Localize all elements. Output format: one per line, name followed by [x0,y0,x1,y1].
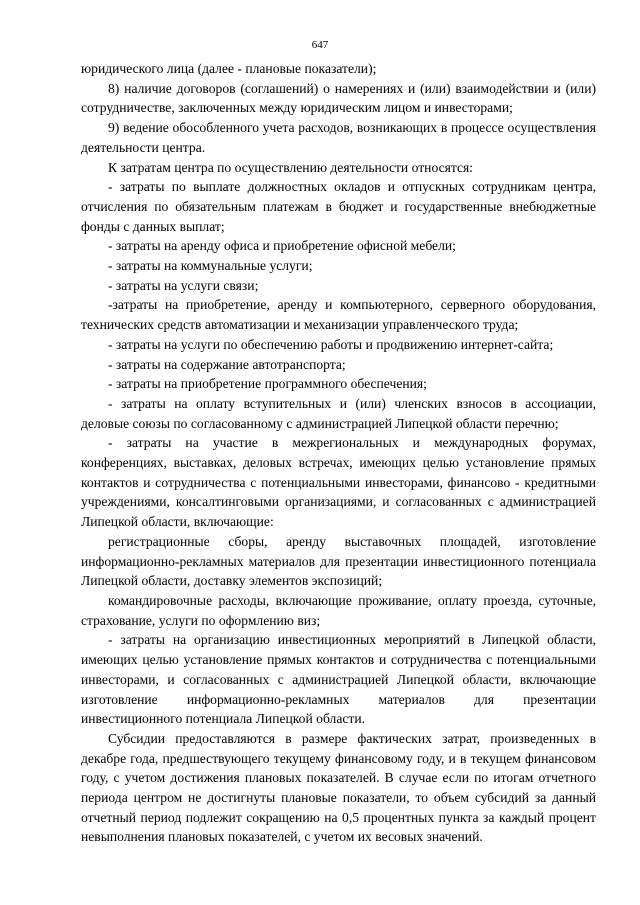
paragraph: - затраты на содержание автотранспорта; [108,356,346,372]
paragraph: регистрационные сборы, аренду выставочных площадей, изготовление информационно-рекламных материалов для презентации инвестиционного потенциала Липецкой области, доставку элементов экспозиций; [81,533,596,589]
paragraph: командировочные расходы, включающие проживание, оплату проезда, суточные, страхование, услуги по оформлению виз; [81,592,596,628]
paragraph: - затраты на оплату вступительных и (или) членских взносов в ассоциации, деловые союзы по согласованному с администрацией Липецкой области перечню; [81,395,596,431]
paragraph: - затраты на аренду офиса и приобретение офисной мебели; [108,238,456,254]
paragraph: - затраты на услуги по обеспечению работы и продвижению интернет-сайта; [108,336,554,352]
paragraph: - затраты на организацию инвестиционных мероприятий в Липецкой области, имеющих целью установление прямых контактов и сотрудничества с потенциальными инвесторами, и согласованных с администрацией Липецкой области, включающие изготовление информационно-рекламных материалов для презентации инвестиционного потенциала Липецкой области. [81,632,596,727]
paragraph: 9) ведение обособленного учета расходов, возникающих в процессе осуществления деятельности центра. [81,120,596,155]
paragraph: - затраты на услуги связи; [108,277,259,293]
paragraph: - затраты на коммунальные услуги; [108,258,313,274]
paragraph: - затраты на участие в межрегиональных и международных форумах, конференциях, выставках, деловых встречах, имеющих целью установление прямых контактов и сотрудничества с потенциальными инвесторами, финансово - кредитными учреждениями, консалтинговыми организациями, и согласованных с администрацией Липецкой области, включающие: [81,435,596,530]
paragraph: 8) наличие договоров (соглашений) о намерениях и (или) взаимодействии и (или) сотрудничестве, заключенных между юридическим лицом и инвесторами; [81,80,596,116]
paragraph: Субсидии предоставляются в размере фактических затрат, произведенных в декабре года, предшествующего текущему финансовому году, и в текущем финансовом году, с учетом достижения плановых показателей. В случае если по итогам отчетного периода центром не достигнуты плановые показатели, то объем субсидий за данный отчетный период подлежит сокращению на 0,5 процентных пункта за каждый процент невыполнения плановых показателей, с учетом их весовых значений. [81,730,596,845]
paragraph: юридического лица (далее - плановые показатели); [81,61,377,76]
paragraph: -затраты на приобретение, аренду и компьютерного, серверного оборудования, технических средств автоматизации и механизации управленческого труда; [81,297,596,333]
paragraph: К затратам центра по осуществлению деятельности относятся: [108,159,474,175]
paragraph: - затраты на приобретение программного обеспечения; [108,376,427,392]
page-number: 647 [311,39,329,51]
document-body [81,59,596,847]
paragraph: - затраты по выплате должностных окладов и отпускных сотрудникам центра, отчисления по обязательным платежам в бюджет и государственные внебюджетные фонды с данных выплат; [81,179,596,234]
